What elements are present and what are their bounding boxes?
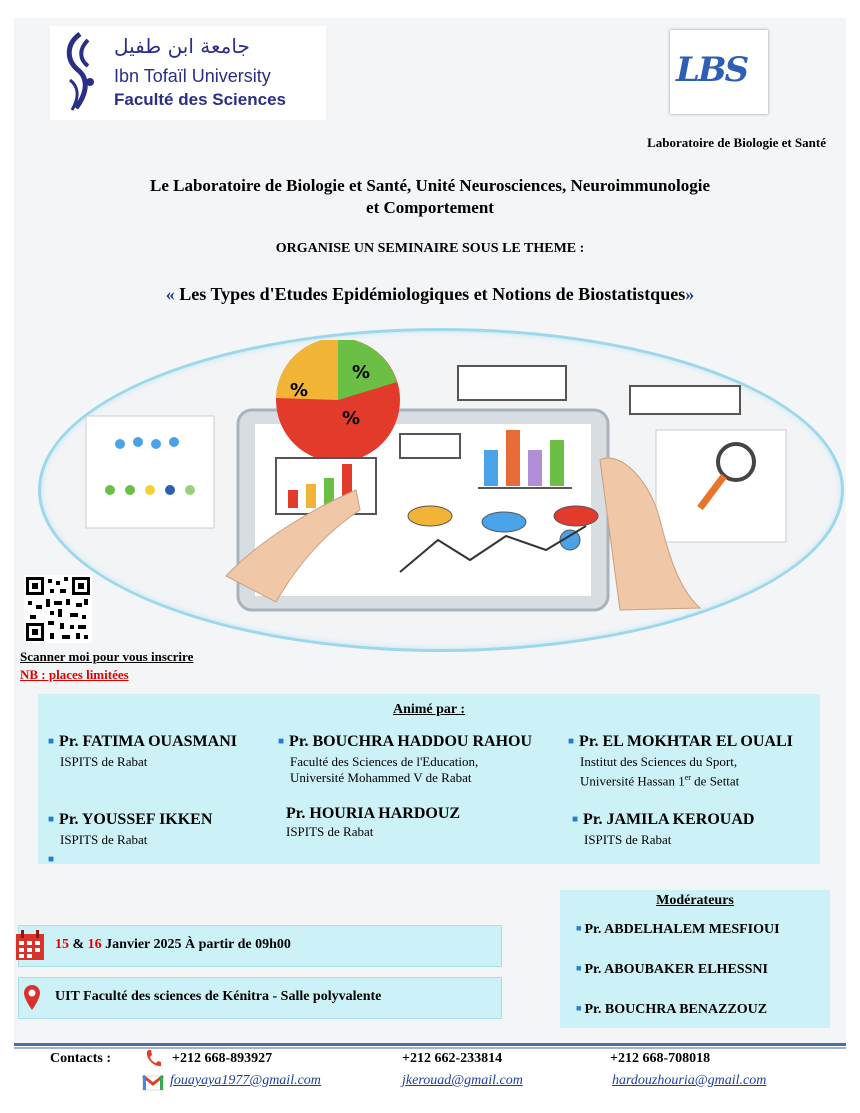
- svg-text:%: %: [290, 380, 309, 401]
- data-analysis-illustration: [60, 340, 820, 640]
- bullet-icon: ■: [568, 736, 575, 747]
- svg-text:%: %: [342, 408, 361, 429]
- moderator-item: ■ Pr. ABDELHALEM MESFIOUI: [576, 922, 780, 937]
- email-link[interactable]: fouayaya1977@gmail.com: [170, 1073, 321, 1088]
- moderators-title: Modérateurs: [656, 893, 734, 908]
- bullet-icon: ■: [576, 1003, 582, 1013]
- speaker-affiliation: ISPITS de Rabat: [60, 754, 148, 769]
- event-date: 15 & 16 Janvier 2025 À partir de 09h00: [55, 937, 291, 952]
- speaker-affiliation: Université Mohammed V de Rabat: [290, 770, 472, 785]
- faculty-name: Faculté des Sciences: [114, 90, 286, 109]
- theme-text: Les Types d'Etudes Epidémiologiques et Notions de Biostatistques: [174, 284, 686, 304]
- speaker-name: ■ Pr. FATIMA OUASMANI: [48, 733, 237, 750]
- speaker-name: ■ Pr. BOUCHRA HADDOU RAHOU: [278, 733, 533, 750]
- date-box: [18, 925, 502, 967]
- university-logo: [50, 26, 326, 120]
- speaker-name: ■ Pr. JAMILA KEROUAD: [572, 811, 755, 828]
- university-emblem-icon: [58, 30, 102, 116]
- organizer-line-1: Le Laboratoire de Biologie et Santé, Unité Neurosciences, Neuroimmunologie: [150, 176, 710, 195]
- bullet-icon: ■: [48, 854, 55, 865]
- location-pin-icon: [23, 984, 41, 1012]
- speaker-name: ■ Pr. EL MOKHTAR EL OUALI: [568, 733, 793, 750]
- speaker-affiliation: Institut des Sciences du Sport,: [580, 754, 738, 769]
- lab-logo: [670, 30, 768, 114]
- speaker-card: [48, 732, 237, 770]
- footer-divider-thin: [14, 1047, 846, 1049]
- limited-places-note: NB : places limitées: [20, 667, 129, 682]
- moderator-item: ■ Pr. BOUCHRA BENAZZOUZ: [576, 1002, 768, 1017]
- magnifier-card-icon: [656, 430, 786, 542]
- location-box: [18, 977, 502, 1019]
- bullet-icon: ■: [576, 923, 582, 933]
- speakers-title: Animé par :: [392, 702, 466, 717]
- speaker-card: [278, 732, 532, 786]
- qr-code-icon[interactable]: [24, 575, 92, 643]
- university-arabic-name: جامعة ابن طفيل: [114, 34, 250, 58]
- speaker-card: [568, 732, 793, 789]
- lab-logo-text: LBS: [676, 50, 748, 90]
- scan-instruction: Scanner moi pour vous inscrire: [20, 649, 194, 664]
- phone-number[interactable]: +212 662-233814: [402, 1051, 503, 1066]
- speaker-affiliation: ISPITS de Rabat: [584, 832, 672, 847]
- svg-text:%: %: [352, 362, 371, 383]
- bullet-icon: ■: [576, 963, 582, 973]
- email-link[interactable]: jkerouad@gmail.com: [402, 1073, 523, 1088]
- close-quote: »: [685, 284, 695, 304]
- open-quote: «: [165, 284, 175, 304]
- bullet-icon: ■: [572, 814, 579, 825]
- email-link[interactable]: hardouzhouria@gmail.com: [612, 1073, 767, 1088]
- organizer-line-2: et Comportement: [366, 198, 494, 217]
- text-box-icon: [458, 366, 566, 400]
- speaker-card: [48, 810, 212, 848]
- moderators-panel: [560, 890, 830, 1028]
- speaker-affiliation: ISPITS de Rabat: [286, 824, 374, 839]
- footer-divider: [14, 1043, 846, 1046]
- seminar-intro: ORGANISE UN SEMINAIRE SOUS LE THEME :: [275, 241, 585, 256]
- lab-caption: Laboratoire de Biologie et Santé: [647, 135, 826, 150]
- speaker-affiliation: ISPITS de Rabat: [60, 832, 148, 847]
- seminar-theme: [60, 284, 800, 305]
- gmail-icon: [142, 1075, 164, 1091]
- bullet-icon: ■: [278, 736, 285, 747]
- contacts-label: Contacts :: [50, 1051, 112, 1066]
- population-card-icon: [86, 416, 214, 528]
- pie-chart-icon: [276, 340, 400, 462]
- phone-icon: [144, 1049, 162, 1069]
- bullet-icon: ■: [48, 814, 55, 825]
- organizer-heading: [90, 175, 770, 219]
- speaker-affiliation: Faculté des Sciences de l'Education,: [290, 754, 479, 769]
- event-location: UIT Faculté des sciences de Kénitra - Salle polyvalente: [55, 989, 382, 1004]
- speaker-name: Pr. HOURIA HARDOUZ: [286, 805, 461, 822]
- university-name: Ibn Tofaïl University: [114, 66, 271, 86]
- bullet-icon: ■: [48, 736, 55, 747]
- speakers-panel: [38, 694, 820, 864]
- speaker-affiliation: Université Hassan 1er de Settat: [580, 773, 740, 789]
- calendar-icon: [15, 929, 45, 961]
- speaker-card: [286, 804, 460, 840]
- speaker-card: [572, 810, 754, 848]
- phone-number[interactable]: +212 668-708018: [610, 1051, 711, 1066]
- speaker-name: ■ Pr. YOUSSEF IKKEN: [48, 811, 213, 828]
- phone-number[interactable]: +212 668-893927: [172, 1051, 273, 1066]
- moderator-item: ■ Pr. ABOUBAKER ELHESSNI: [576, 962, 768, 977]
